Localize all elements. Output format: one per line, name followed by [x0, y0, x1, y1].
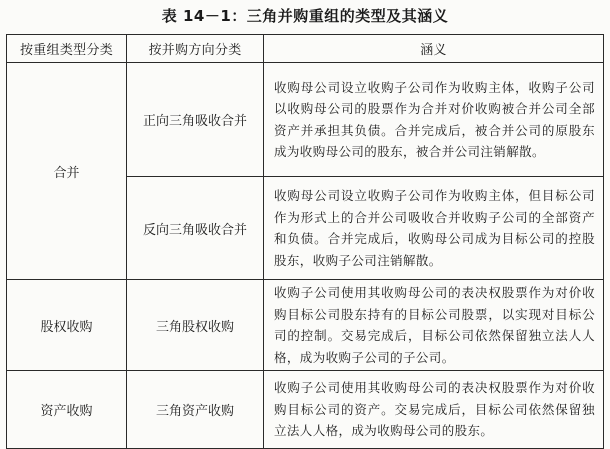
meaning-cell: 收购母公司设立收购子公司作为收购主体，但目标公司作为形式上的合并公司吸收合并收购子公司的全部资产和负债。合并完成后，收购母公司成为目标公司的控股股东，收购子公司注销解散。	[264, 177, 604, 280]
direction-cell: 三角资产收购	[127, 371, 264, 449]
category-cell-asset-acquisition: 资产收购	[7, 371, 127, 449]
table-caption: 表 14－1：三角并购重组的类型及其涵义	[161, 7, 449, 25]
reorganization-types-table	[6, 34, 604, 449]
category-cell-merger: 合并	[7, 63, 127, 280]
table-row	[7, 63, 604, 177]
table-header-row	[7, 35, 604, 63]
meaning-cell: 收购子公司使用其收购母公司的表决权股票作为对价收购目标公司股东持有的目标公司股票，以实现对目标公司的控制。交易完成后，目标公司依然保留独立法人人格，成为收购子公司的子公司。	[264, 280, 604, 371]
table-row	[7, 371, 604, 449]
header-by-direction: 按并购方向分类	[127, 35, 264, 63]
meaning-cell: 收购子公司使用其收购母公司的表决权股票作为对价收购目标公司的资产。交易完成后，目标公司依然保留独立法人人格，成为收购母公司的股东。	[264, 371, 604, 449]
direction-cell: 正向三角吸收合并	[127, 63, 264, 177]
direction-cell: 三角股权收购	[127, 280, 264, 371]
category-cell-equity-acquisition: 股权收购	[7, 280, 127, 371]
meaning-cell: 收购母公司设立收购子公司作为收购主体，收购子公司以收购母公司的股票作为合并对价收购被合并公司全部资产并承担其负债。合并完成后，被合并公司的原股东成为收购母公司的股东，被合并公司注销解散。	[264, 63, 604, 177]
table-row	[7, 280, 604, 371]
header-by-type: 按重组类型分类	[7, 35, 127, 63]
direction-cell: 反向三角吸收合并	[127, 177, 264, 280]
header-meaning: 涵义	[264, 35, 604, 63]
